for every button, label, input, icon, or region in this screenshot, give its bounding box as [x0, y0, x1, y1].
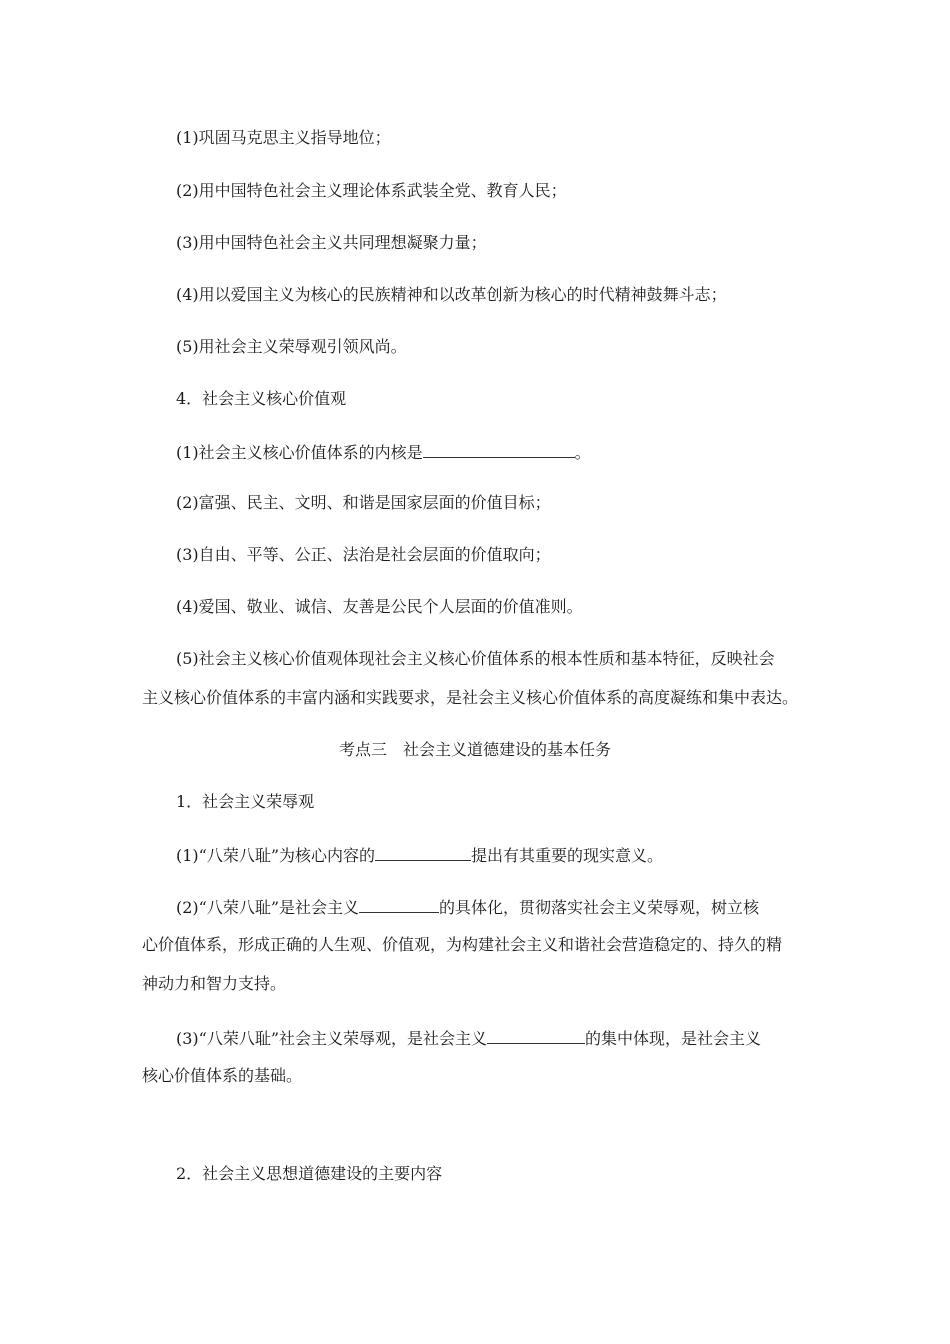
section-heading: 2．社会主义思想道德建设的主要内容	[176, 1164, 443, 1183]
item-text: (1)社会主义核心价值体系的内核是	[176, 443, 423, 462]
fill-in-item	[176, 1027, 761, 1049]
fill-in-item	[176, 896, 759, 918]
paragraph-line: 神动力和智力支持。	[142, 974, 287, 993]
paragraph-line: (5)社会主义核心价值观体现社会主义核心价值体系的根本性质和基本特征，反映社会	[176, 649, 775, 668]
item-text: (2)“八荣八耻”是社会主义	[176, 898, 360, 917]
list-item: (5)用社会主义荣辱观引领风尚。	[176, 337, 407, 356]
item-text: 。	[574, 443, 591, 462]
list-item: (2)富强、民主、文明、和谐是国家层面的价值目标；	[176, 493, 551, 512]
answer-blank	[359, 896, 439, 913]
paragraph-line: 主义核心价值体系的丰富内涵和实践要求，是社会主义核心价值体系的高度凝练和集中表达。	[142, 688, 799, 707]
section-title: 考点三 社会主义道德建设的基本任务	[338, 740, 611, 759]
item-text: 的具体化，贯彻落实社会主义荣辱观，树立核	[439, 898, 760, 917]
answer-blank	[375, 844, 471, 861]
section-heading: 4．社会主义核心价值观	[176, 389, 347, 408]
item-text: (1)“八荣八耻”为核心内容的	[176, 846, 376, 865]
item-text: (3)“八荣八耻”社会主义荣辱观，是社会主义	[176, 1029, 488, 1048]
list-item: (3)用中国特色社会主义共同理想凝聚力量；	[176, 233, 487, 252]
paragraph-line: 核心价值体系的基础。	[142, 1066, 303, 1085]
fill-in-item	[176, 844, 663, 866]
answer-blank	[423, 441, 575, 458]
answer-blank	[487, 1027, 585, 1044]
paragraph-line: 心价值体系，形成正确的人生观、价值观，为构建社会主义和谐社会营造稳定的、持久的精	[142, 935, 783, 954]
item-text: 的集中体现，是社会主义	[585, 1029, 762, 1048]
list-item: (2)用中国特色社会主义理论体系武装全党、教育人民；	[176, 181, 567, 200]
list-item: (3)自由、平等、公正、法治是社会层面的价值取向；	[176, 545, 551, 564]
list-item: (4)爱国、敬业、诚信、友善是公民个人层面的价值准则。	[176, 597, 583, 616]
item-text: 提出有其重要的现实意义。	[471, 846, 664, 865]
list-item: (1)巩固马克思主义指导地位；	[176, 128, 391, 147]
list-item: (4)用以爱国主义为核心的民族精神和以改革创新为核心的时代精神鼓舞斗志；	[176, 285, 727, 304]
section-heading: 1．社会主义荣辱观	[176, 792, 315, 811]
fill-in-item	[176, 441, 591, 463]
